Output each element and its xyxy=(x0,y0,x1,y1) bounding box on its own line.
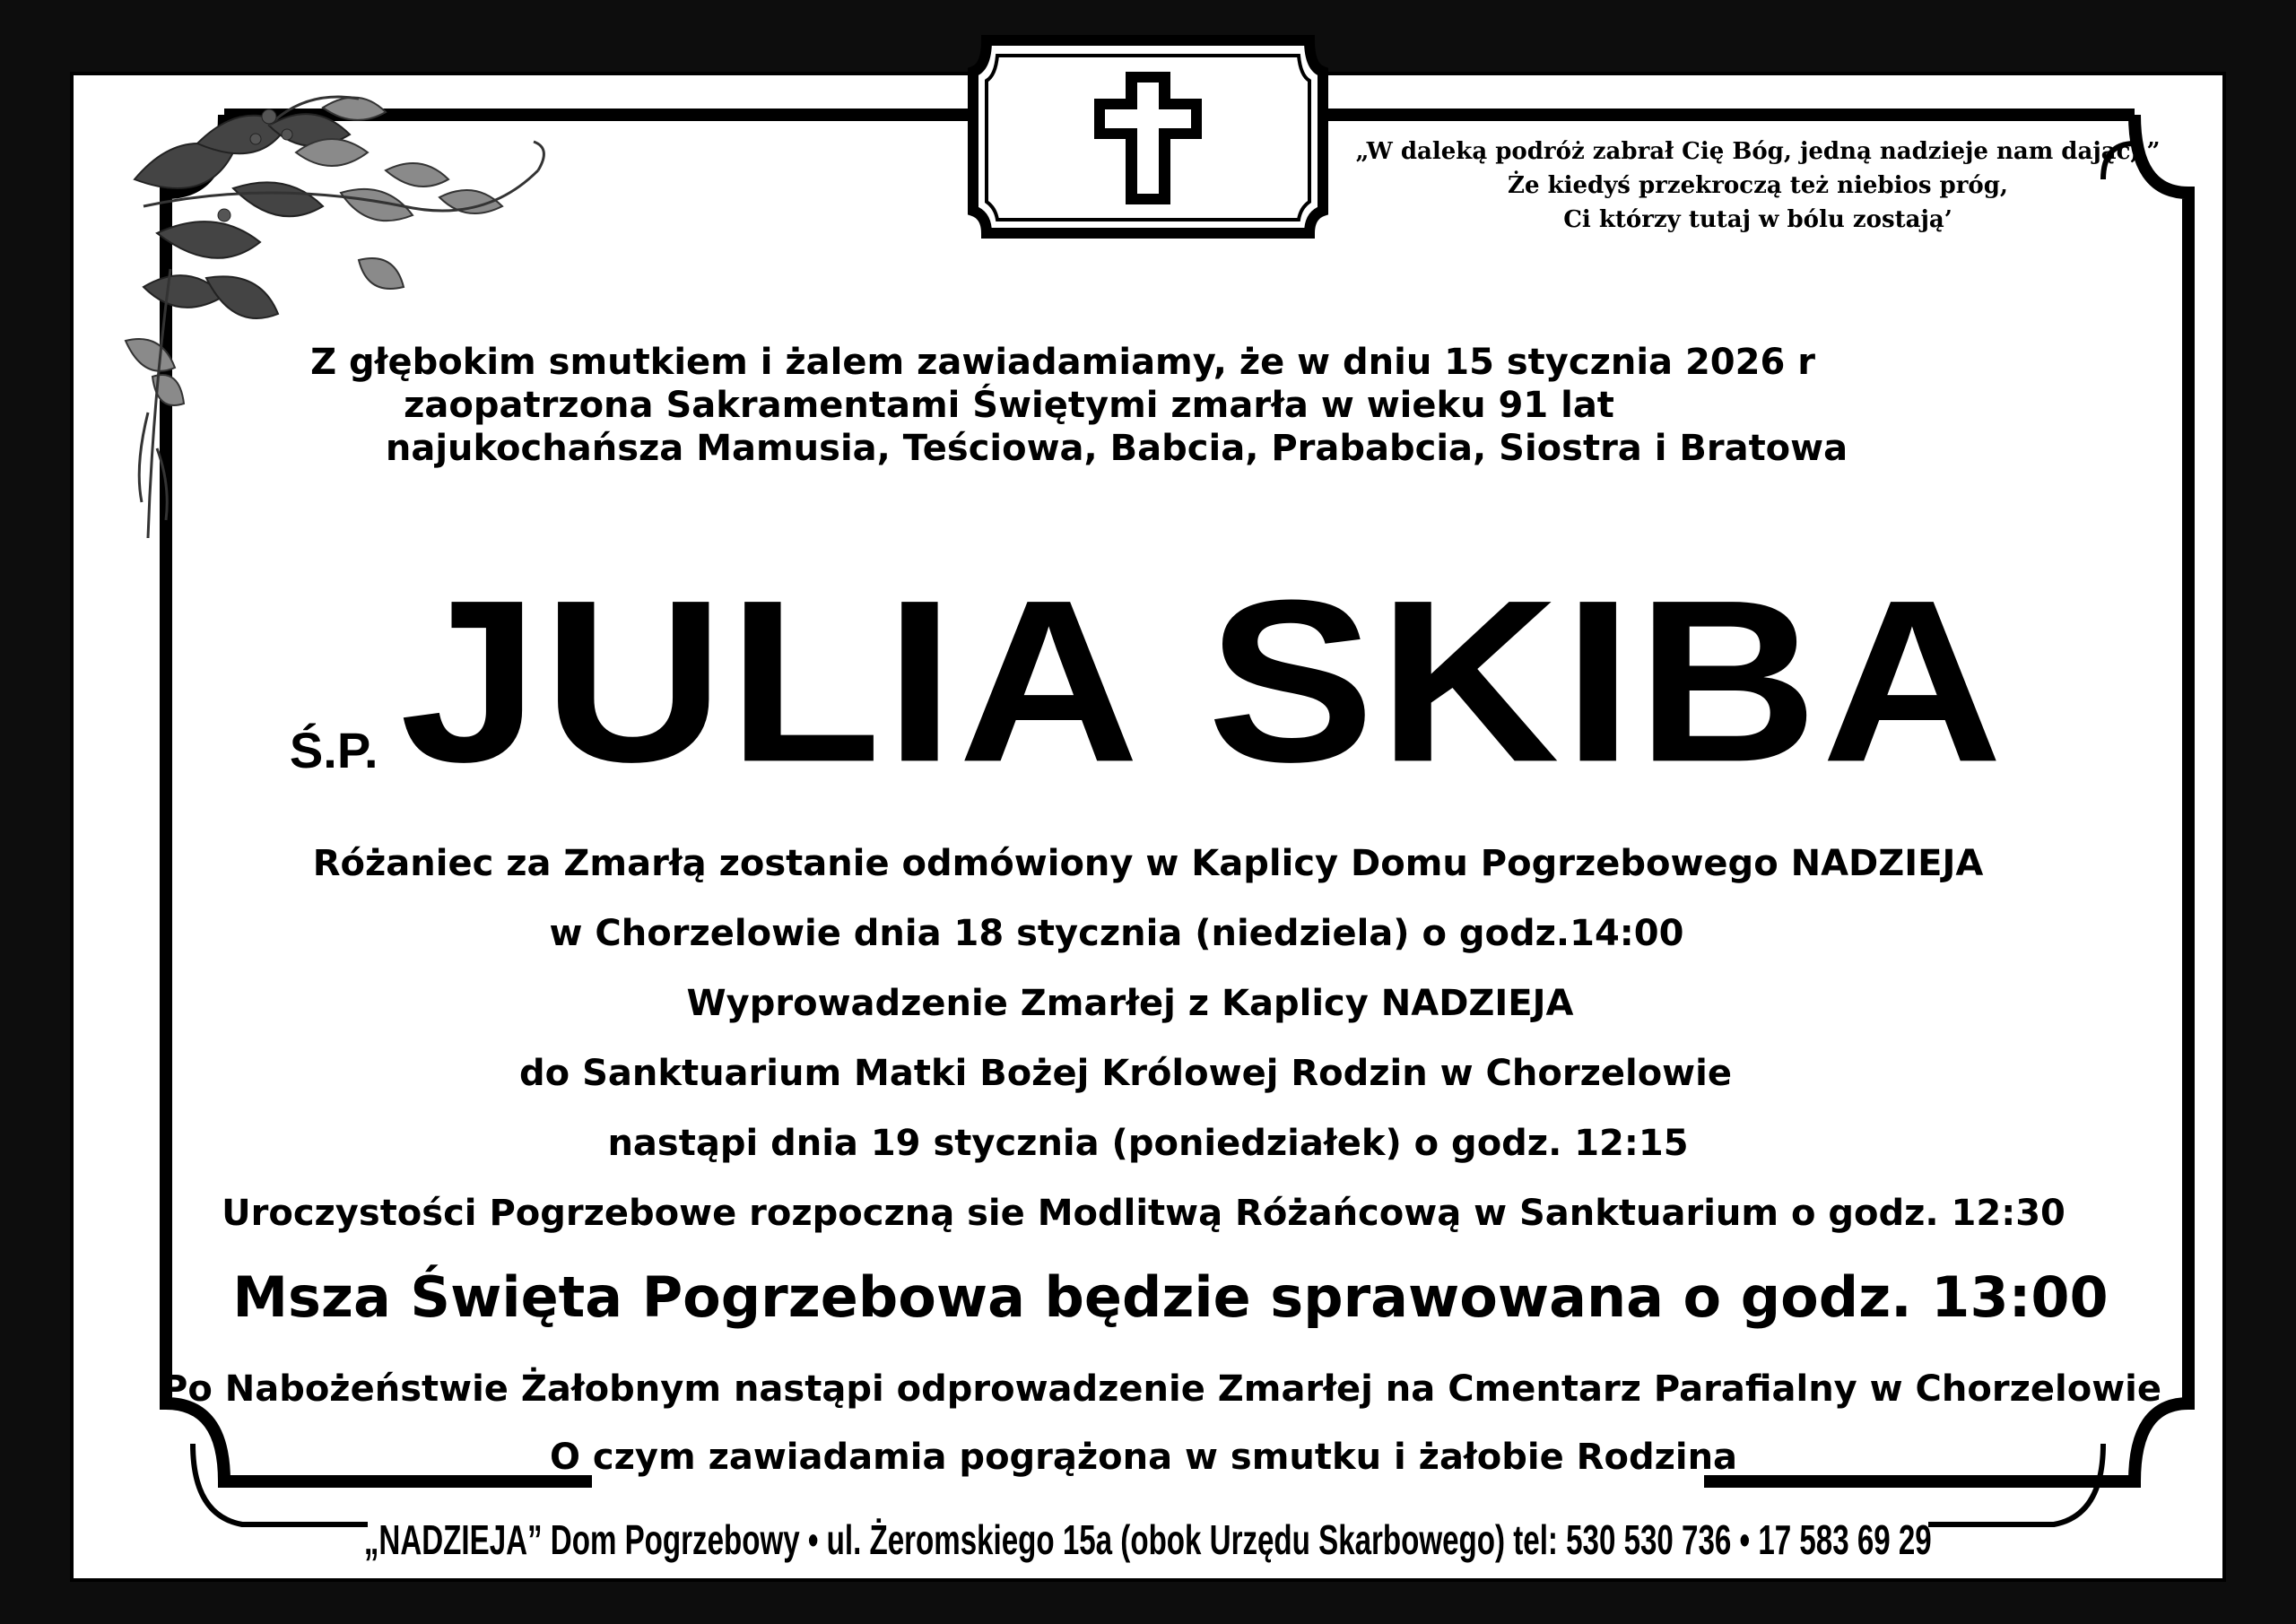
poem-line-3: Ci którzy tutaj w bólu zostają’ xyxy=(1563,206,1952,233)
paper xyxy=(72,74,2224,1580)
deceased-prefix: Ś.P. xyxy=(289,722,378,778)
funeral-home-footer xyxy=(0,1515,2296,1564)
poem-line-1: „W daleką podróż zabrał Cię Bóg, jedną nadzieje nam dając, ” xyxy=(1355,138,2161,165)
detail-line-6: Uroczystości Pogrzebowe rozpoczną sie Modlitwą Różańcową w Sanktuarium o godz. 12:30 xyxy=(222,1193,2066,1234)
intro-line-3: najukochańsza Mamusia, Teściowa, Babcia, Prababcia, Siostra i Bratowa xyxy=(385,428,1848,469)
poem-line-2: Że kiedyś przekroczą też niebios próg, xyxy=(1508,172,2008,199)
funeral-mass-line: Msza Święta Pogrzebowa będzie sprawowana o godz. 13:00 xyxy=(232,1264,2109,1330)
detail-line-5: nastąpi dnia 19 stycznia (poniedziałek) o godz. 12:15 xyxy=(607,1123,1689,1164)
memorial-poem xyxy=(1318,135,2197,237)
detail-line-1: Różaniec za Zmarłą zostanie odmówiony w Kaplicy Domu Pogrzebowego NADZIEJA xyxy=(312,843,1984,884)
intro-line-2: zaopatrzona Sakramentami Świętymi zmarła w wieku 91 lat xyxy=(404,385,1614,426)
detail-line-4: do Sanktuarium Matki Bożej Królowej Rodzin w Chorzelowie xyxy=(519,1053,1732,1094)
deceased-name: JULIA SKIBA xyxy=(399,552,2007,811)
detail-line-8: O czym zawiadamia pogrążona w smutku i żałobie Rodzina xyxy=(549,1437,1738,1478)
detail-line-2: w Chorzelowie dnia 18 stycznia (niedziela) o godz.14:00 xyxy=(549,913,1684,954)
detail-line-7: Po Nabożeństwie Żałobnym nastąpi odprowadzenie Zmarłej na Cmentarz Parafialny w Chorzelowie xyxy=(161,1368,2161,1410)
intro-line-1: Z głębokim smutkiem i żalem zawiadamiamy, że w dniu 15 stycznia 2026 r xyxy=(310,342,1815,383)
footer-text: „NADZIEJA” Dom Pogrzebowy • ul. Żeromskiego 15a (obok Urzędu Skarbowego) tel: 530 530 736 • 17 583 69 29 xyxy=(364,1516,1932,1563)
deceased-name-row xyxy=(0,552,2296,811)
detail-line-3: Wyprowadzenie Zmarłej z Kaplicy NADZIEJA xyxy=(686,983,1574,1024)
